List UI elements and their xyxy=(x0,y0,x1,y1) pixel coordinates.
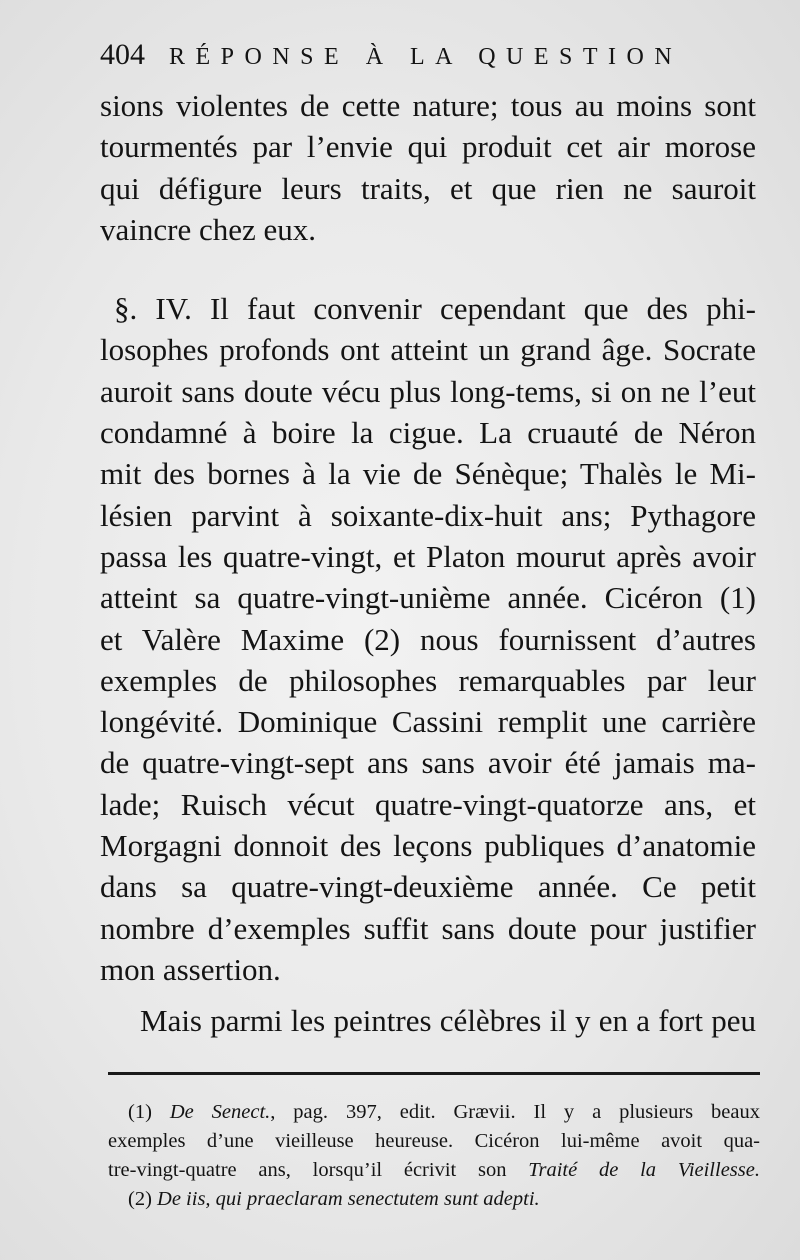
text-line: losophes profonds ont atteint un grand âge. Socrate xyxy=(100,332,756,368)
main-text xyxy=(100,85,756,1042)
page-header xyxy=(100,38,682,78)
text-line: qui défigure leurs traits, et que rien ne sauroit xyxy=(100,170,756,206)
text-line: mit des bornes à la vie de Sénèque; Thalès le Mi- xyxy=(100,456,756,492)
text-line: passa les quatre-vingt, et Platon mourut après avoir xyxy=(100,538,756,574)
text-line: nombre d’exemples suffit sans doute pour justifier xyxy=(100,910,756,946)
text-line: vaincre chez eux. xyxy=(100,211,317,247)
footnotes xyxy=(108,1098,760,1214)
footnote-line: exemples d’une vieilleuse heureuse. Cicéron lui-même avoit qua- xyxy=(108,1130,760,1152)
text-line: exemples de philosophes remarquables par leur xyxy=(100,662,756,698)
footnote-rule xyxy=(108,1072,760,1075)
text-line: mon assertion. xyxy=(100,951,281,987)
paragraph-gap xyxy=(100,990,756,1000)
footnote-text: De iis, qui praeclaram senectutem sunt adepti. xyxy=(157,1188,540,1210)
text-line: lade; Ruisch vécut quatre-vingt-quatorze ans, et xyxy=(100,786,756,822)
text-line: de quatre-vingt-sept ans sans avoir été jamais ma- xyxy=(100,745,756,781)
text-line: auroit sans doute vécu plus long-tems, si on ne l’eut xyxy=(100,373,756,409)
text-line: condamné à boire la cigue. La cruauté de Néron xyxy=(100,415,756,451)
text-line: lésien parvint à soixante-dix-huit ans; Pythagore xyxy=(100,497,756,533)
footnote-line xyxy=(108,1156,760,1185)
footnote-marker: (2) xyxy=(128,1188,152,1210)
footnote-text: tre-vingt-quatre ans, lorsqu’il écrivit son xyxy=(108,1159,529,1181)
footnote-2 xyxy=(108,1185,760,1214)
text-line: Mais parmi les peintres célèbres il y en a fort peu xyxy=(140,1003,756,1039)
page-number: 404 xyxy=(100,38,145,71)
text-line: sions violentes de cette nature; tous au moins sont xyxy=(100,88,756,123)
footnote-1 xyxy=(108,1098,760,1127)
running-head: RÉPONSE À LA QUESTION xyxy=(169,44,683,70)
footnote-title: Traité de la Vieillesse. xyxy=(528,1159,760,1181)
text-line: Morgagni donnoit des leçons publiques d’anatomie xyxy=(100,828,756,864)
text-line: longévité. Dominique Cassini remplit une carrière xyxy=(100,704,756,740)
footnote-source: De Senect. xyxy=(169,1101,271,1123)
footnote-text: , pag. 397, edit. Grævii. Il y a plusieurs beaux xyxy=(270,1101,760,1123)
text-line: §. IV. Il faut convenir cependant que des phi- xyxy=(114,291,756,327)
text-line: dans sa quatre-vingt-deuxième année. Ce petit xyxy=(100,869,756,905)
text-line: atteint sa quatre-vingt-unième année. Cicéron (1) xyxy=(100,580,756,616)
footnote-marker: (1) xyxy=(128,1101,152,1123)
paragraph-gap xyxy=(100,250,756,288)
text-line: et Valère Maxime (2) nous fournissent d’autres xyxy=(100,621,756,657)
text-line: tourmentés par l’envie qui produit cet air morose xyxy=(100,129,756,165)
